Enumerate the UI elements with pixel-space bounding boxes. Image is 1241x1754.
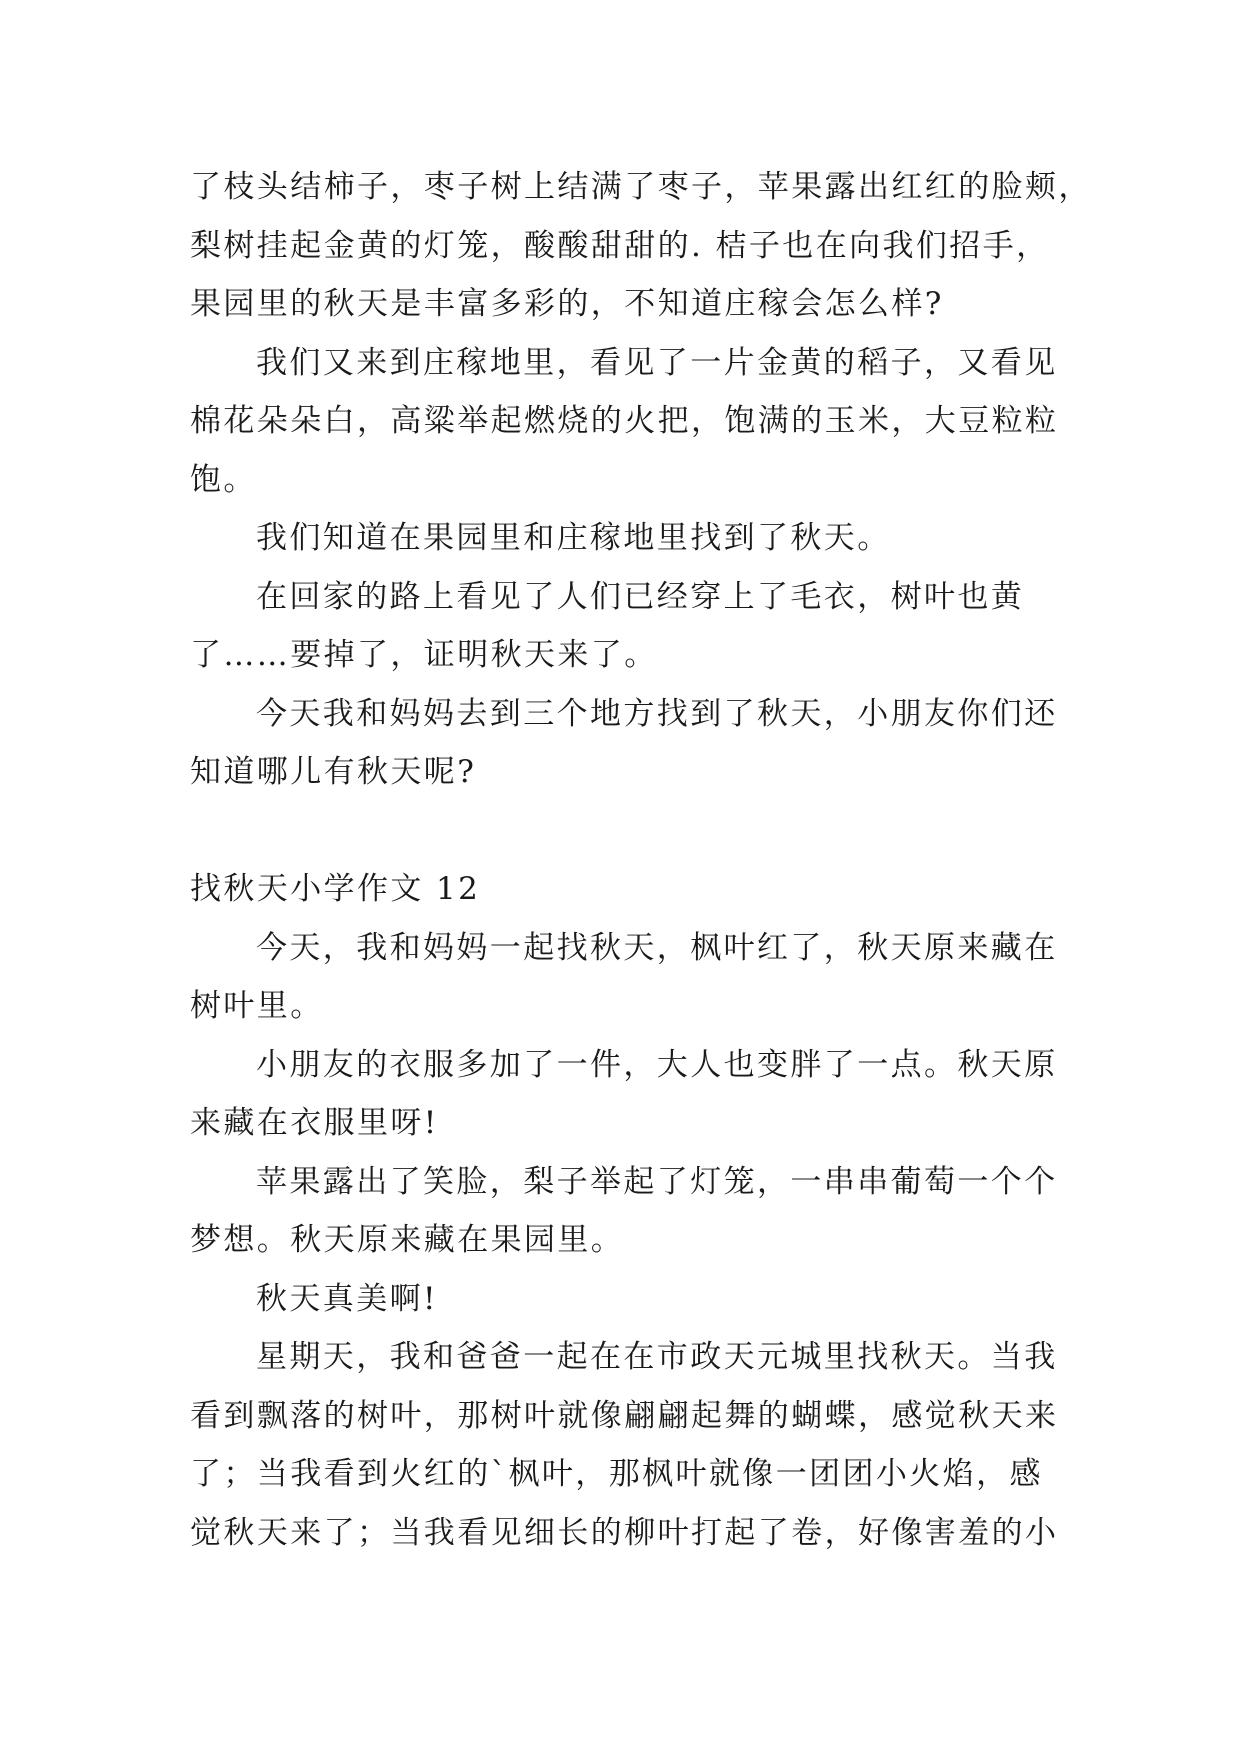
paragraph-sunday <box>190 1328 1058 1562</box>
paragraph-three-places <box>190 685 1058 802</box>
text-line: 梨树挂起金黄的灯笼，酸酸甜甜的. 桔子也在向我们招手， <box>190 227 1050 264</box>
text-line: 了……要掉了，证明秋天来了。 <box>190 637 658 673</box>
text-line: 饱。 <box>190 461 257 498</box>
section-title: 找秋天小学作文 12 <box>190 871 481 907</box>
text-line: 在回家的路上看见了人们已经穿上了毛衣，树叶也黄 <box>256 578 1025 615</box>
text-line: 我们知道在果园里和庄稼地里找到了秋天。 <box>256 520 891 556</box>
paragraph-found-autumn <box>190 509 1058 568</box>
text-line: 梦想。秋天原来藏在果园里。 <box>190 1222 625 1258</box>
paragraph-beautiful <box>190 1270 1058 1329</box>
text-line: 今天，我和妈妈一起找秋天，枫叶红了，秋天原来藏在 <box>256 929 1058 966</box>
text-line: 棉花朵朵白，高粱举起燃烧的火把，饱满的玉米，大豆粒粒 <box>190 403 1059 439</box>
paragraph-fruit <box>190 1153 1058 1270</box>
text-line: 看到飘落的树叶，那树叶就像翩翩起舞的蝴蝶，感觉秋天来 <box>190 1397 1059 1434</box>
document-page <box>190 158 1092 1562</box>
paragraph-maple <box>190 919 1058 1036</box>
text-line: 了枝头结柿子，枣子树上结满了枣子，苹果露出红红的脸颊， <box>190 169 1092 205</box>
text-line: 今天我和妈妈去到三个地方找到了秋天，小朋友你们还 <box>256 695 1058 732</box>
paragraph-fields <box>190 334 1058 510</box>
blank-line <box>190 802 1058 861</box>
paragraph-way-home <box>190 568 1058 685</box>
text-line: 星期天，我和爸爸一起在在市政天元城里找秋天。当我 <box>256 1339 1058 1375</box>
text-line: 果园里的秋天是丰富多彩的，不知道庄稼会怎么样? <box>190 286 944 322</box>
text-line: 我们又来到庄稼地里，看见了一片金黄的稻子，又看见 <box>256 344 1058 381</box>
text-line: 树叶里。 <box>190 988 324 1024</box>
text-line: 知道哪儿有秋天呢? <box>190 754 477 790</box>
text-line: 秋天真美啊! <box>256 1280 438 1317</box>
paragraph-clothes <box>190 1036 1058 1153</box>
text-line: 来藏在衣服里呀! <box>190 1105 439 1141</box>
text-line: 了；当我看到火红的`枫叶，那枫叶就像一团团小火焰，感 <box>190 1456 1043 1492</box>
paragraph-orchard <box>190 158 1092 334</box>
text-line: 觉秋天来了；当我看见细长的柳叶打起了卷，好像害羞的小 <box>190 1514 1059 1551</box>
text-line: 苹果露出了笑脸，梨子举起了灯笼，一串串葡萄一个个 <box>256 1163 1058 1200</box>
text-line: 小朋友的衣服多加了一件，大人也变胖了一点。秋天原 <box>256 1046 1058 1083</box>
